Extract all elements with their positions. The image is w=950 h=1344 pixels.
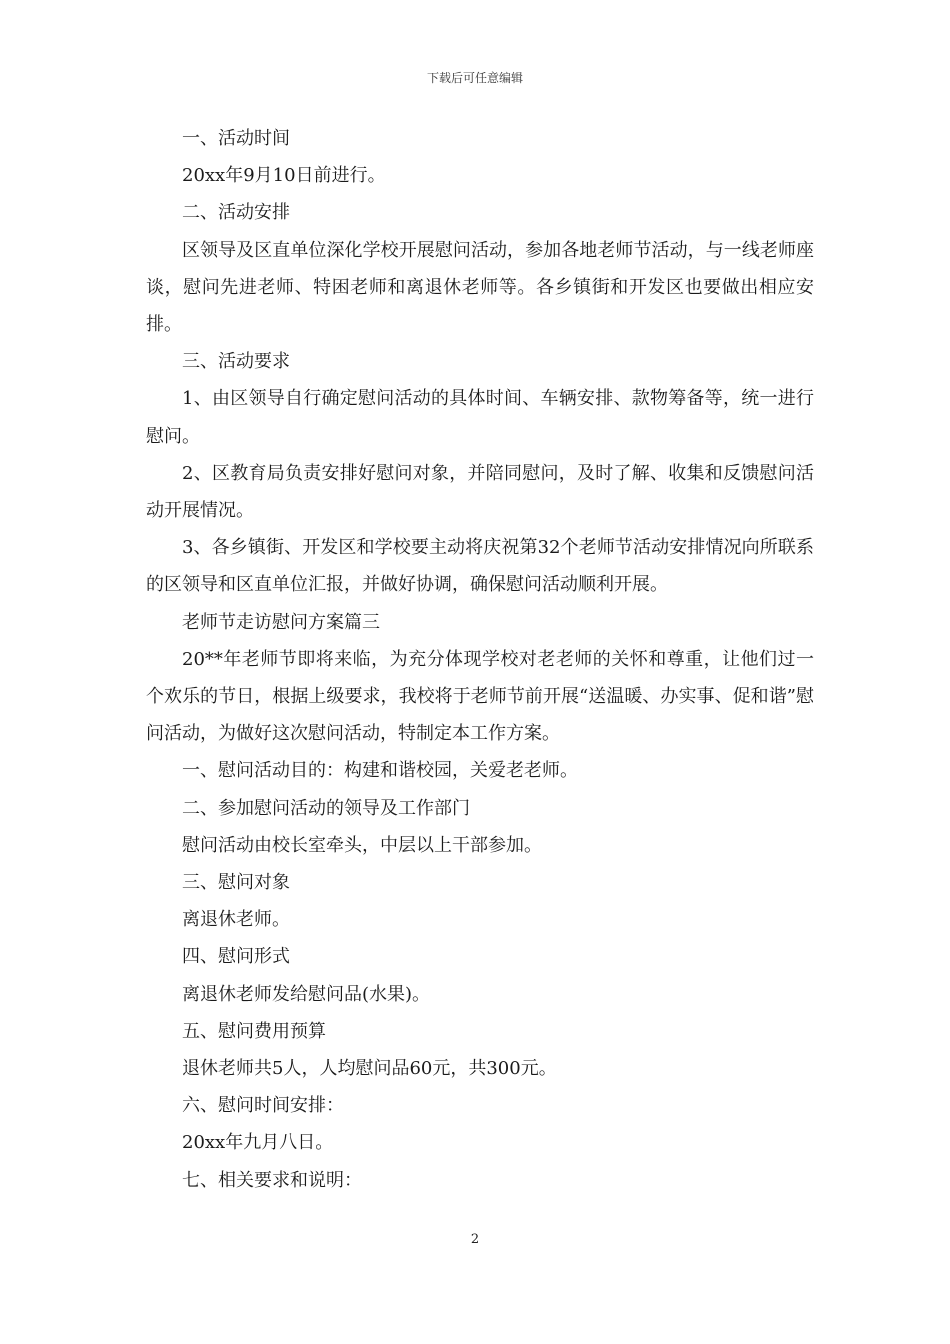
page-header-note: 下载后可任意编辑 [426, 71, 523, 85]
paragraph: 二、活动安排 [182, 202, 290, 224]
paragraph: 四、慰问形式 [182, 946, 290, 968]
paragraph: 区领导及区直单位深化学校开展慰问活动，参加各地老师节活动，与一线老师座谈，慰问先进老师、特困老师和离退休老师等。各乡镇街和开发区也要做出相应安排。 [146, 239, 814, 336]
paragraph: 一、慰问活动目的：构建和谐校园，关爱老老师。 [182, 760, 578, 782]
paragraph: 20**年老师节即将来临，为充分体现学校对老老师的关怀和尊重，让他们过一个欢乐的节日，根据上级要求，我校将于老师节前开展“送温暖、办实事、促和谐”慰问活动，为做好这次慰问活动，特制定本工作方案。 [146, 648, 814, 745]
section-title: 老师节走访慰问方案篇三 [182, 611, 380, 633]
paragraph: 六、慰问时间安排： [182, 1095, 344, 1117]
paragraph: 二、参加慰问活动的领导及工作部门 [182, 797, 470, 819]
document-body [146, 120, 814, 1199]
paragraph: 3、各乡镇街、开发区和学校要主动将庆祝第32个老师节活动安排情况向所联系的区领导和区直单位汇报，并做好协调，确保慰问活动顺利开展。 [146, 537, 814, 596]
paragraph: 离退休老师。 [182, 909, 290, 931]
paragraph: 五、慰问费用预算 [182, 1020, 326, 1042]
paragraph: 七、相关要求和说明： [182, 1169, 362, 1191]
paragraph: 20xx年9月10日前进行。 [182, 165, 386, 187]
paragraph: 一、活动时间 [182, 128, 290, 149]
paragraph: 慰问活动由校长室牵头，中层以上干部参加。 [182, 834, 542, 856]
paragraph: 1、由区领导自行确定慰问活动的具体时间、车辆安排、款物筹备等，统一进行慰问。 [146, 388, 814, 447]
paragraph: 退休老师共5人，人均慰问品60元，共300元。 [182, 1058, 557, 1080]
paragraph: 离退休老师发给慰问品(水果)。 [182, 983, 431, 1005]
paragraph: 2、区教育局负责安排好慰问对象，并陪同慰问，及时了解、收集和反馈慰问活动开展情况。 [146, 462, 814, 522]
paragraph: 20xx年九月八日。 [182, 1132, 334, 1154]
page-number: 2 [470, 1232, 480, 1247]
paragraph: 三、活动要求 [182, 351, 290, 373]
paragraph: 三、慰问对象 [182, 872, 290, 894]
